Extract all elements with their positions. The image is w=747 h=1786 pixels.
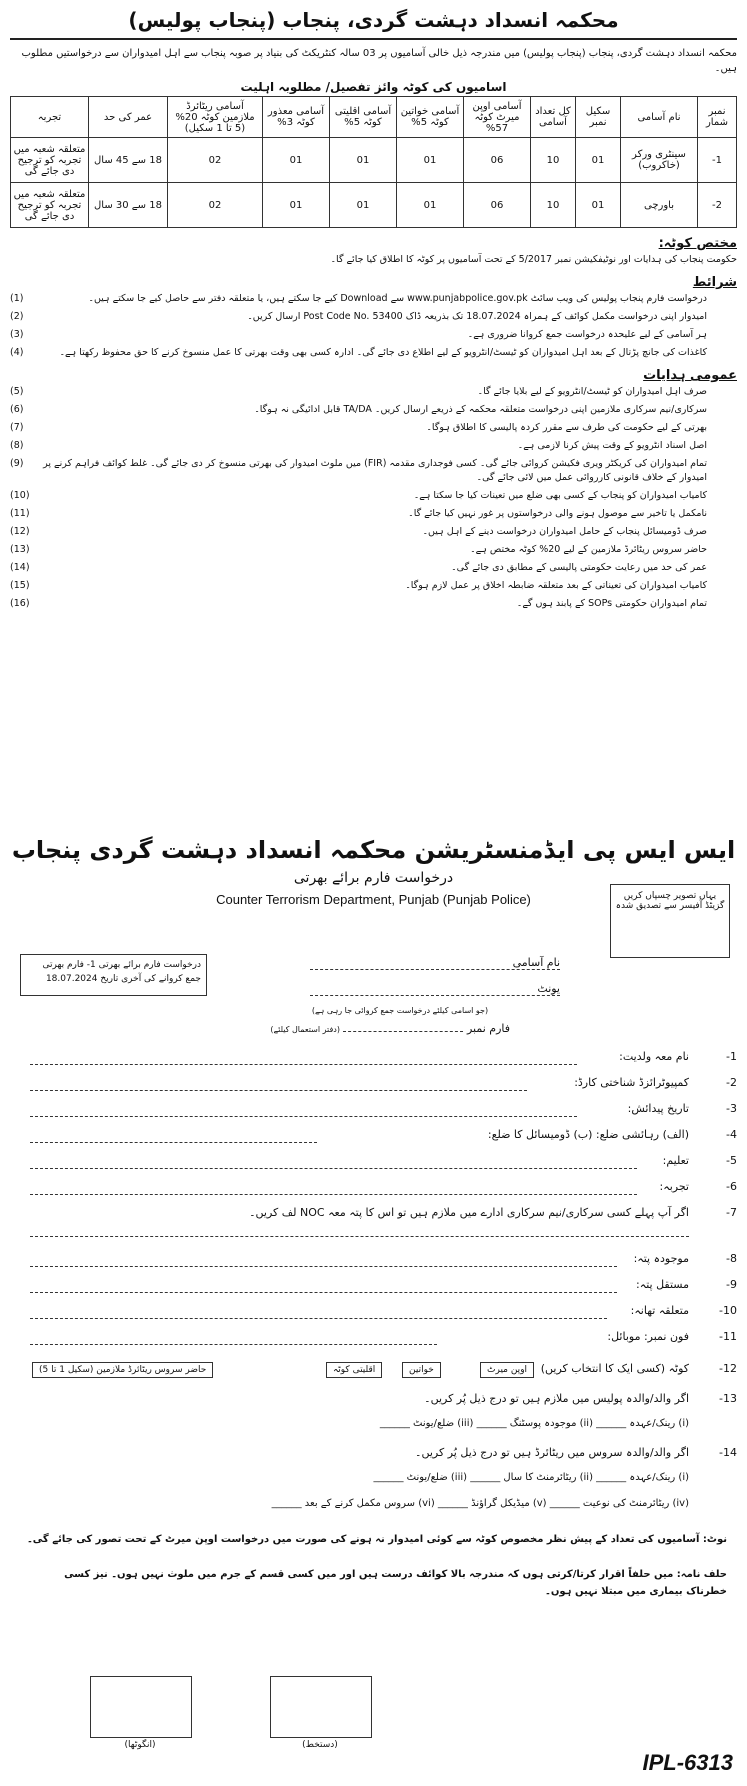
item-number: (12): [10, 526, 30, 537]
table-row: [11, 138, 737, 183]
instructions-heading: عمومی ہدایات: [643, 368, 737, 383]
item-text: ہر آسامی کے لیے علیحدہ درخواست جمع کروانا ضروری ہے۔: [467, 329, 707, 340]
quota-text: حکومت پنجاب کی ہدایات اور نوٹیفکیشن نمبر 5/2017 کے تحت آسامیوں پر کوٹہ کا اطلاق کیا جائے گا۔: [330, 254, 737, 265]
form-no-label: فارم نمبر: [466, 1022, 510, 1035]
signature-label: (دستخط): [302, 1740, 338, 1750]
field-number: 8-: [726, 1252, 737, 1265]
col-header: عمر کی حد: [89, 97, 168, 138]
item-number: (10): [10, 490, 30, 501]
form-field-row[interactable]: [10, 1206, 737, 1228]
item-text: حاضر سروس ریٹائرڈ ملازمین کے لیے 20% کوٹہ مختص ہے۔: [470, 544, 707, 555]
field-label: موجودہ پتہ:: [633, 1252, 689, 1265]
item-number: (6): [10, 404, 24, 415]
item-text: تمام امیدواران کی کریکٹر ویری فکیشن کروائی جائے گی۔ کسی فوجداری مقدمہ (FIR) میں ملوث امیدوار کی بھرتی منسوخ کر دی جائے گی۔ غلط کوائف فراہم کرنے پر امیدوار کے خلاف قانونی کارروائی عمل میں لائی جائے گی۔: [43, 458, 707, 483]
item-text: درخواست فارم پنجاب پولیس کی ویب سائٹ www.punjabpolice.gov.pk سے Download کیے جا سکتے ہیں، یا متعلقہ دفتر سے حاصل کیے جا سکتے ہیں۔: [88, 293, 707, 304]
form-field-row[interactable]: [10, 1154, 737, 1176]
list-item: [10, 385, 707, 399]
conditions-list: [10, 292, 737, 360]
form-title: ایس ایس پی ایڈمنسٹریشن محکمہ انسداد دہشت گردی پنجاب: [11, 836, 736, 864]
post-name-label: نام آسامی: [512, 956, 560, 969]
field-number: 5-: [726, 1154, 737, 1167]
field-number: 14-: [719, 1446, 737, 1459]
field-label: نام معہ ولدیت:: [619, 1050, 689, 1063]
form-field-row[interactable]: [10, 1278, 737, 1300]
posts-table: [10, 96, 737, 228]
form-field-row[interactable]: [10, 1304, 737, 1326]
item-number: (1): [10, 293, 24, 304]
list-item: [10, 421, 707, 435]
office-use-note: (دفتر استعمال کیلئے): [270, 1025, 340, 1034]
item-text: کامیاب امیدواران کی تعیناتی کے بعد متعلقہ ضابطہ اخلاق پر عمل لازم ہوگا۔: [405, 580, 707, 591]
photo-instruction: یہاں تصویر چسپاں کریں گزیٹڈ آفیسر سے تصدیق شدہ: [615, 891, 725, 911]
cell-open: 06: [464, 183, 531, 228]
item-number: (14): [10, 562, 30, 573]
item-number: (2): [10, 311, 24, 322]
list-item: [10, 525, 707, 539]
field-label: (الف) رہائشی ضلع: (ب) ڈومیسائل کا ضلع:: [487, 1128, 689, 1141]
col-header: آسامی اقلیتی کوٹہ 5%: [330, 97, 397, 138]
quota-option-minority[interactable]: اقلیتی کوٹہ: [326, 1362, 382, 1378]
field-label: تعلیم:: [662, 1154, 689, 1167]
item-number: (8): [10, 440, 24, 451]
table-row: [11, 183, 737, 228]
cell-total: 10: [531, 183, 576, 228]
page-title: محکمہ انسداد دہشت گردی، پنجاب (پنجاب پولیس): [10, 8, 737, 40]
item-number: (16): [10, 598, 30, 609]
thumb-impression-box: [90, 1676, 192, 1738]
cell-no: 1-: [698, 138, 737, 183]
cell-scale: 01: [576, 183, 621, 228]
item-number: (4): [10, 347, 24, 358]
field-label: متعلقہ تھانہ:: [630, 1304, 689, 1317]
list-item: [10, 346, 707, 360]
form-no-note: (جو اسامی کیلئے درخواست جمع کروائی جا رہی ہے): [311, 1006, 489, 1015]
field-label: تاریخ پیدائش:: [627, 1102, 689, 1115]
item-number: (15): [10, 580, 30, 591]
col-header: نمبر شمار: [698, 97, 737, 138]
document-page: [10, 8, 737, 1780]
cell-open: 06: [464, 138, 531, 183]
item-text: نامکمل یا تاخیر سے موصول ہونے والی درخواستوں پر غور نہیں کیا جائے گا۔: [408, 508, 707, 519]
field-number: 3-: [726, 1102, 737, 1115]
form-field-row: [10, 1392, 737, 1414]
list-item: [10, 310, 707, 324]
item-text: تمام امیدواران حکومتی SOPs کے پابند ہوں گے۔: [516, 598, 707, 609]
photo-box: [610, 884, 730, 958]
field-number: 7-: [726, 1206, 737, 1219]
item-text: اصل اسناد انٹرویو کے وقت پیش کرنا لازمی ہے۔: [517, 440, 707, 451]
item-text: صرف اہل امیدواران کو ٹیسٹ/انٹرویو کے لیے بلایا جائے گا۔: [477, 386, 707, 397]
application-form: [10, 836, 737, 1780]
ad-code: IPL-6313: [642, 1750, 733, 1775]
cell-minority: 01: [330, 138, 397, 183]
cell-exp: متعلقہ شعبہ میں تجربہ کو ترجیح دی جائے گی: [11, 138, 89, 183]
form-field-row[interactable]: [10, 1252, 737, 1274]
form-field-row[interactable]: [10, 1102, 737, 1124]
deadline-note: [20, 954, 207, 996]
q13-parts[interactable]: (i) رینک/عہدہ ______ (ii) موجودہ پوسٹنگ ______ (iii) ضلع/یونٹ ______: [379, 1418, 689, 1429]
cell-retired: 02: [168, 183, 263, 228]
thumb-label: (انگوٹھا): [124, 1740, 156, 1750]
col-header: آسامی ریٹائرڈ ملازمین کوٹہ 20% (5 تا 1 سکیل): [168, 97, 263, 138]
col-header: سکیل نمبر: [576, 97, 621, 138]
table-caption: اسامیوں کی کوٹہ وائز تفصیل/ مطلوبہ اہلیت: [240, 80, 507, 94]
field-number: 6-: [726, 1180, 737, 1193]
field-number: 9-: [726, 1278, 737, 1291]
col-header: نام آسامی: [621, 97, 698, 138]
cell-no: 2-: [698, 183, 737, 228]
quota-option-open[interactable]: اوپن میرٹ: [480, 1362, 534, 1378]
item-number: (9): [10, 458, 24, 469]
cell-total: 10: [531, 138, 576, 183]
cell-age: 18 سے 30 سال: [89, 183, 168, 228]
q14-parts-a[interactable]: (i) رینک/عہدہ ______ (ii) ریٹائرمنٹ کا سال ______ (iii) ضلع/یونٹ ______: [373, 1472, 689, 1483]
field-number: 4-: [726, 1128, 737, 1141]
item-text: امیدوار اپنی درخواست مکمل کوائف کے ہمراہ 18.07.2024 تک بذریعہ ڈاک Post Code No. 53400 ارسال کریں۔: [247, 311, 707, 322]
form-field-row[interactable]: [10, 1128, 737, 1150]
item-number: (7): [10, 422, 24, 433]
field-label: مستقل پتہ:: [636, 1278, 689, 1291]
list-item: [10, 579, 707, 593]
q14-parts-b[interactable]: (iv) ریٹائرمنٹ کی نوعیت ______ (v) میڈیکل گراؤنڈ ______ (vi) سروس مکمل کرنے کے بعد ______: [271, 1498, 689, 1509]
field-label: اگر والد/والدہ سروس میں ریٹائرڈ ہیں تو درج ذیل پُر کریں۔: [415, 1446, 689, 1459]
field-number: 2-: [726, 1076, 737, 1089]
cell-women: 01: [397, 183, 464, 228]
field-number: 13-: [719, 1392, 737, 1405]
list-item: [10, 489, 707, 503]
list-item: [10, 457, 707, 485]
cell-disabled: 01: [263, 138, 330, 183]
post-name-row: [310, 956, 560, 970]
col-header: آسامی معذور کوٹہ 3%: [263, 97, 330, 138]
list-item: [10, 543, 707, 557]
form-title-english: Counter Terrorism Department, Punjab (Punjab Police): [216, 892, 531, 907]
item-text: عمر کی حد میں رعایت حکومتی پالیسی کے مطابق دی جائے گی۔: [451, 562, 707, 573]
item-number: (13): [10, 544, 30, 555]
cell-name: باورچی: [621, 183, 698, 228]
quota-option-women[interactable]: خواتین: [402, 1362, 441, 1378]
list-item: [10, 439, 707, 453]
item-number: (5): [10, 386, 24, 397]
quota-option-retired[interactable]: حاضر سروس ریٹائرڈ ملازمین (سکیل 1 تا 5): [32, 1362, 213, 1378]
conditions-heading: شرائط: [692, 275, 737, 290]
field-label: اگر آپ پہلے کسی سرکاری/نیم سرکاری ادارے میں ملازم ہیں تو اس کا پتہ معہ NOC لف کریں۔: [249, 1206, 689, 1219]
field-number: 11-: [719, 1330, 737, 1343]
item-text: صرف ڈومیسائل پنجاب کے حامل امیدواران درخواست دینے کے اہل ہیں۔: [422, 526, 707, 537]
cell-women: 01: [397, 138, 464, 183]
form-no-row: [260, 1022, 510, 1035]
list-item: [10, 403, 707, 417]
oath-text: حلف نامہ: میں حلفاً اقرار کرتا/کرتی ہوں کہ مندرجہ بالا کوائف درست ہیں اور میں کسی قسم کے جرم میں ملوث نہیں ہوں۔ نیز کسی خطرناک بیماری میں مبتلا نہیں ہوں۔: [64, 1569, 727, 1597]
item-text: کاغذات کی جانچ پڑتال کے بعد اہل امیدواران کو ٹیسٹ/انٹرویو کے لیے اطلاع دی جائے گی۔ ادارہ کسی بھی وقت بھرتی کا عمل منسوخ کرنے کا حق محفوظ رکھتا ہے۔: [59, 347, 707, 358]
list-item: [10, 561, 707, 575]
item-text: سرکاری/نیم سرکاری ملازمین اپنی درخواست متعلقہ محکمہ کے ذریعے ارسال کریں۔ TA/DA قابل ادائیگی نہ ہوگا۔: [254, 404, 707, 415]
signature-box[interactable]: [270, 1676, 372, 1738]
cell-scale: 01: [576, 138, 621, 183]
field-label: تجربہ:: [659, 1180, 689, 1193]
col-header: کل تعداد آسامی: [531, 97, 576, 138]
list-item: [10, 292, 707, 306]
table-header-row: [11, 97, 737, 138]
form-field-row[interactable]: [10, 1330, 737, 1352]
cell-minority: 01: [330, 183, 397, 228]
item-text: بھرتی کے لیے حکومت کی طرف سے مقرر کردہ پالیسی کا اطلاق ہوگا۔: [426, 422, 707, 433]
deadline-text: درخواست فارم برائے بھرتی 1- فارم بھرتی جمع کروانے کی آخری تاریخ 18.07.2024: [42, 960, 201, 984]
col-header: آسامی اوپن میرٹ کوٹہ 57%: [464, 97, 531, 138]
cell-retired: 02: [168, 138, 263, 183]
cell-age: 18 سے 45 سال: [89, 138, 168, 183]
field-number: 10-: [719, 1304, 737, 1317]
list-item: [10, 507, 707, 521]
list-item: [10, 597, 707, 611]
cell-name: سینٹری ورکر (خاکروب): [621, 138, 698, 183]
unit-row: [310, 982, 560, 996]
field-label: کوٹہ (کسی ایک کا انتخاب کریں): [540, 1362, 689, 1375]
field-number: 1-: [726, 1050, 737, 1063]
field-number: 12-: [719, 1362, 737, 1375]
unit-label: یونٹ: [537, 982, 560, 995]
cell-disabled: 01: [263, 183, 330, 228]
form-field-row: [10, 1446, 737, 1468]
item-number: (3): [10, 329, 24, 340]
intro-text: محکمہ انسداد دہشت گردی، پنجاب (پنجاب پولیس) میں مندرجہ ذیل خالی آسامیوں پر 03 سالہ کنٹریکٹ کی بنیاد پر صوبہ پنجاب سے اہل امیدواران سے درخواستیں مطلوب ہیں۔: [21, 48, 737, 74]
col-header: تجربہ: [11, 97, 89, 138]
form-field-row[interactable]: [10, 1180, 737, 1202]
field-label: کمپیوٹرائزڈ شناختی کارڈ:: [574, 1076, 689, 1089]
field-label: فون نمبر: موبائل:: [607, 1330, 689, 1343]
instructions-list: [10, 385, 737, 611]
list-item: [10, 328, 707, 342]
form-subtitle: درخواست فارم برائے بھرتی: [293, 870, 454, 886]
form-field-row[interactable]: [10, 1050, 737, 1072]
field-label: اگر والد/والدہ پولیس میں ملازم ہیں تو درج ذیل پُر کریں۔: [424, 1392, 689, 1405]
form-note: نوٹ: آسامیوں کی تعداد کے پیش نظر مخصوص کوٹہ سے کوئی امیدوار نہ ہونے کی صورت میں درخواست اوپن میرٹ کے تحت تصور کی جائے گی۔: [26, 1534, 727, 1545]
col-header: آسامی خواتین کوٹہ 5%: [397, 97, 464, 138]
item-text: کامیاب امیدواران کو پنجاب کے کسی بھی ضلع میں تعینات کیا جا سکتا ہے۔: [413, 490, 707, 501]
form-field-row[interactable]: [10, 1076, 737, 1098]
cell-exp: متعلقہ شعبہ میں تجربہ کو ترجیح دی جائے گی: [11, 183, 89, 228]
quota-heading: مختص کوٹہ:: [658, 236, 737, 251]
item-number: (11): [10, 508, 30, 519]
